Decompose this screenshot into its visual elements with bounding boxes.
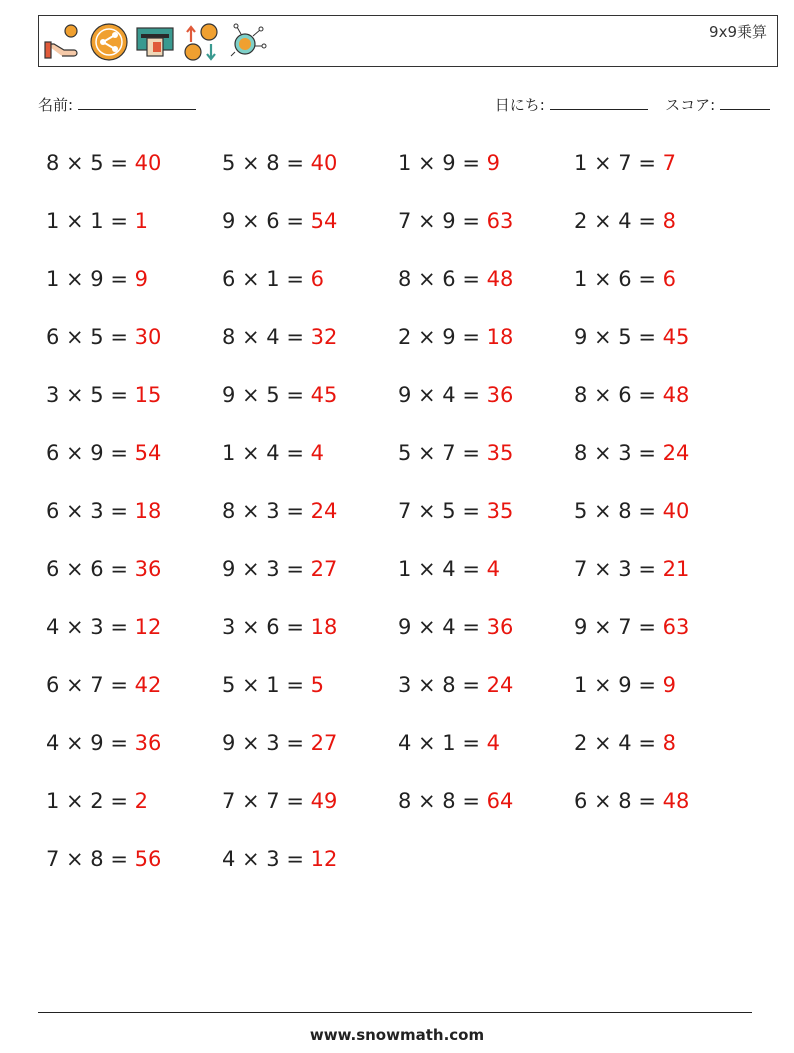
problem-item — [398, 783, 568, 819]
score-label: スコア: — [665, 96, 716, 114]
problem-question: 9 × 5 = — [222, 383, 311, 407]
problem-item — [574, 725, 744, 761]
problem-answer: 63 — [662, 615, 690, 639]
problem-answer: 32 — [310, 325, 338, 349]
date-label: 日にち: — [494, 96, 545, 114]
problem-question: 6 × 1 = — [222, 267, 311, 291]
problem-answer: 45 — [310, 383, 338, 407]
problem-question: 2 × 9 = — [398, 325, 487, 349]
problem-answer: 24 — [486, 673, 514, 697]
problem-item — [398, 203, 568, 239]
problem-question: 8 × 3 = — [574, 441, 663, 465]
problem-answer: 12 — [134, 615, 162, 639]
problem-answer: 36 — [486, 383, 514, 407]
problem-item — [398, 667, 568, 703]
problem-question: 1 × 4 = — [222, 441, 311, 465]
problem-question: 7 × 8 = — [46, 847, 135, 871]
problem-question: 3 × 6 = — [222, 615, 311, 639]
problem-answer: 40 — [134, 151, 162, 175]
problem-item — [46, 435, 216, 471]
coin-exchange-icon — [181, 22, 221, 62]
problem-item — [46, 261, 216, 297]
problem-question: 8 × 6 = — [398, 267, 487, 291]
problem-answer: 7 — [662, 151, 676, 175]
problem-answer: 42 — [134, 673, 162, 697]
problem-question: 8 × 8 = — [398, 789, 487, 813]
problem-answer: 54 — [310, 209, 338, 233]
problem-item — [222, 667, 392, 703]
problem-item — [398, 377, 568, 413]
problem-item — [46, 841, 216, 877]
problem-question: 7 × 9 = — [398, 209, 487, 233]
problem-item — [46, 319, 216, 355]
problem-item — [222, 609, 392, 645]
problem-question: 5 × 7 = — [398, 441, 487, 465]
problem-answer: 48 — [662, 789, 690, 813]
date-score-fields — [495, 94, 770, 115]
problem-item — [222, 261, 392, 297]
problem-question: 1 × 1 = — [46, 209, 135, 233]
problem-question: 4 × 1 = — [398, 731, 487, 755]
problem-item — [46, 377, 216, 413]
problem-item — [222, 725, 392, 761]
problem-question: 7 × 3 = — [574, 557, 663, 581]
problem-answer: 27 — [310, 557, 338, 581]
problem-item — [574, 609, 744, 645]
problem-answer: 18 — [134, 499, 162, 523]
problem-item — [574, 783, 744, 819]
problem-answer: 12 — [310, 847, 338, 871]
problem-question: 1 × 9 = — [46, 267, 135, 291]
problem-question: 8 × 4 = — [222, 325, 311, 349]
problem-item — [574, 319, 744, 355]
problem-answer: 1 — [134, 209, 148, 233]
problem-item — [398, 609, 568, 645]
problem-answer: 8 — [662, 731, 676, 755]
problem-question: 6 × 7 = — [46, 673, 135, 697]
problem-question: 8 × 6 = — [574, 383, 663, 407]
hand-coin-icon — [43, 22, 83, 62]
problem-question: 1 × 7 = — [574, 151, 663, 175]
problem-question: 3 × 8 = — [398, 673, 487, 697]
problem-answer: 35 — [486, 499, 514, 523]
problem-question: 4 × 3 = — [46, 615, 135, 639]
problem-item — [574, 667, 744, 703]
problem-answer: 8 — [662, 209, 676, 233]
problem-answer: 30 — [134, 325, 162, 349]
problem-question: 1 × 9 = — [574, 673, 663, 697]
problem-item — [398, 493, 568, 529]
problem-answer: 18 — [486, 325, 514, 349]
problem-answer: 36 — [134, 557, 162, 581]
problem-question: 9 × 5 = — [574, 325, 663, 349]
problem-answer: 45 — [662, 325, 690, 349]
problem-question: 3 × 5 = — [46, 383, 135, 407]
problem-question: 6 × 3 = — [46, 499, 135, 523]
problem-item — [574, 377, 744, 413]
problem-answer: 24 — [662, 441, 690, 465]
problem-item — [222, 841, 392, 877]
problem-question: 5 × 8 = — [574, 499, 663, 523]
problem-question: 9 × 3 = — [222, 731, 311, 755]
problem-question: 7 × 7 = — [222, 789, 311, 813]
problem-item — [46, 783, 216, 819]
problem-item — [574, 203, 744, 239]
problem-question: 6 × 6 = — [46, 557, 135, 581]
problem-question: 8 × 5 = — [46, 151, 135, 175]
problem-answer: 27 — [310, 731, 338, 755]
problem-answer: 35 — [486, 441, 514, 465]
problem-question: 5 × 8 = — [222, 151, 311, 175]
problem-answer: 21 — [662, 557, 690, 581]
name-field[interactable] — [38, 94, 196, 115]
problem-item — [222, 203, 392, 239]
problem-answer: 18 — [310, 615, 338, 639]
problem-item — [222, 551, 392, 587]
problem-answer: 40 — [662, 499, 690, 523]
problem-item — [46, 203, 216, 239]
problem-item — [574, 145, 744, 181]
problem-item — [398, 261, 568, 297]
problem-answer: 4 — [310, 441, 324, 465]
problem-item — [46, 551, 216, 587]
problem-question: 6 × 5 = — [46, 325, 135, 349]
problem-question: 9 × 6 = — [222, 209, 311, 233]
date-blank[interactable] — [550, 95, 648, 110]
problem-answer: 64 — [486, 789, 514, 813]
problem-answer: 56 — [134, 847, 162, 871]
problem-answer: 6 — [662, 267, 676, 291]
bitcoin-network-icon — [227, 22, 267, 62]
problem-question: 4 × 9 = — [46, 731, 135, 755]
problem-item — [222, 377, 392, 413]
problem-answer: 2 — [134, 789, 148, 813]
problem-item — [222, 435, 392, 471]
problem-answer: 6 — [310, 267, 324, 291]
problem-answer: 36 — [134, 731, 162, 755]
problem-question: 6 × 9 = — [46, 441, 135, 465]
problem-answer: 9 — [134, 267, 148, 291]
problem-question: 5 × 1 = — [222, 673, 311, 697]
problem-item — [46, 609, 216, 645]
problem-question: 1 × 2 = — [46, 789, 135, 813]
problem-question: 1 × 6 = — [574, 267, 663, 291]
header-box — [38, 15, 778, 67]
problem-question: 9 × 7 = — [574, 615, 663, 639]
problem-question: 9 × 4 = — [398, 615, 487, 639]
problem-item — [222, 783, 392, 819]
problem-answer: 40 — [310, 151, 338, 175]
problem-item — [574, 551, 744, 587]
problem-answer: 9 — [662, 673, 676, 697]
footer-divider — [38, 1012, 752, 1013]
problem-answer: 63 — [486, 209, 514, 233]
problem-question: 8 × 3 = — [222, 499, 311, 523]
problem-answer: 24 — [310, 499, 338, 523]
name-label: 名前: — [38, 96, 74, 114]
worksheet-title: 9x9乗算 — [709, 23, 767, 41]
problem-answer: 36 — [486, 615, 514, 639]
problem-question: 6 × 8 = — [574, 789, 663, 813]
problem-item — [398, 725, 568, 761]
problem-item — [398, 551, 568, 587]
problem-question: 9 × 3 = — [222, 557, 311, 581]
problem-question: 9 × 4 = — [398, 383, 487, 407]
problem-item — [398, 435, 568, 471]
problem-item — [46, 725, 216, 761]
problem-item — [574, 261, 744, 297]
problem-question: 4 × 3 = — [222, 847, 311, 871]
problem-question: 2 × 4 = — [574, 209, 663, 233]
problem-item — [574, 493, 744, 529]
score-blank[interactable] — [720, 95, 770, 110]
problem-answer: 5 — [310, 673, 324, 697]
problem-item — [46, 493, 216, 529]
problem-item — [222, 145, 392, 181]
problem-item — [398, 145, 568, 181]
problem-answer: 9 — [486, 151, 500, 175]
icon-strip — [43, 21, 267, 63]
share-coin-icon — [89, 22, 129, 62]
problem-answer: 15 — [134, 383, 162, 407]
problem-answer: 54 — [134, 441, 162, 465]
problem-answer: 4 — [486, 557, 500, 581]
problem-answer: 49 — [310, 789, 338, 813]
problem-item — [46, 145, 216, 181]
problem-item — [222, 319, 392, 355]
atm-card-icon — [135, 22, 175, 62]
problem-answer: 48 — [662, 383, 690, 407]
problem-answer: 4 — [486, 731, 500, 755]
problem-question: 1 × 4 = — [398, 557, 487, 581]
problem-item — [46, 667, 216, 703]
student-info-row — [38, 94, 770, 116]
footer-url[interactable]: www.snowmath.com — [309, 1026, 485, 1044]
problem-answer: 48 — [486, 267, 514, 291]
problem-question: 1 × 9 = — [398, 151, 487, 175]
name-blank[interactable] — [78, 95, 196, 110]
problem-item — [398, 319, 568, 355]
problem-item — [222, 493, 392, 529]
problem-item — [574, 435, 744, 471]
problem-question: 2 × 4 = — [574, 731, 663, 755]
problem-question: 7 × 5 = — [398, 499, 487, 523]
